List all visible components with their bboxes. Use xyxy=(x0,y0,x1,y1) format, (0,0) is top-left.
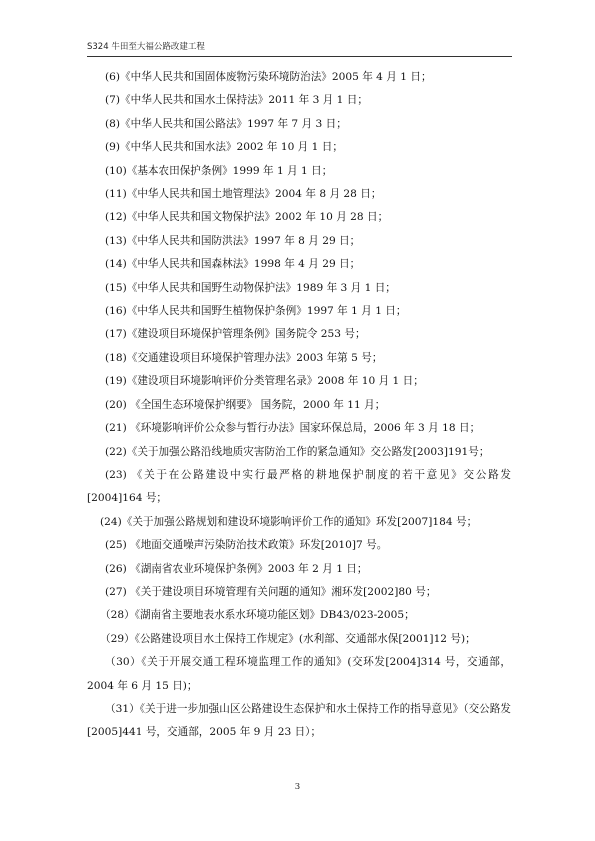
list-item: (25) 《地面交通噪声污染防治技术政策》环发[2010]7 号。 xyxy=(105,539,388,552)
list-item: (18)《交通建设项目环境保护管理办法》2003 年第 5 号； xyxy=(105,351,383,364)
header-divider xyxy=(87,56,512,57)
list-item: (22)《关于加强公路沿线地质灾害防治工作的紧急通知》交公路发[2003]191号； xyxy=(105,445,490,458)
list-item: (17)《建设项目环境保护管理条例》国务院令 253 号； xyxy=(105,328,366,341)
list-item: （29）《公路建设项目水土保持工作规定》(水利部、交通部水保[2001]12 号)； xyxy=(100,632,476,645)
list-item: (12)《中华人民共和国文物保护法》2002 年 10 月 28 日； xyxy=(105,211,389,224)
list-item: (27) 《关于建设项目环境管理有关问题的通知》湘环发[2002]80 号； xyxy=(105,585,437,598)
running-header: S324 牛田至大福公路改建工程 xyxy=(87,42,205,52)
list-item: （31）《关于进一步加强山区公路建设生态保护和水土保持工作的指导意见》（交公路发[2005]441 号，交通部，2005 年 9 月 23 日）； xyxy=(87,702,511,739)
list-item: (8)《中华人民共和国公路法》1997 年 7 月 3 日； xyxy=(105,117,347,130)
list-item: (20) 《全国生态环境保护纲要》 国务院，2000 年 11 月； xyxy=(105,398,386,411)
list-item: （30）《关于开展交通工程环境监理工作的通知》(交环发[2004]314 号，交通部，2004 年 6 月 15 日)； xyxy=(87,656,511,692)
list-item: (23) 《关于在公路建设中实行最严格的耕地保护制度的若干意见》交公路发[2004]164 号； xyxy=(87,468,511,505)
list-item: (21) 《环境影响评价公众参与暂行办法》国家环保总局，2006 年 3 月 18 日； xyxy=(105,422,481,435)
list-item: (19)《建设项目环境影响评价分类管理名录》2008 年 10 月 1 日； xyxy=(105,375,424,388)
list-item: (6)《中华人民共和国固体废物污染环境防治法》2005 年 4 月 1 日； xyxy=(105,71,432,83)
page-number: 3 xyxy=(294,782,301,792)
list-item: (26) 《湖南省农业环境保护条例》2003 年 2 月 1 日； xyxy=(105,562,368,575)
list-item: (9)《中华人民共和国水法》2002 年 10 月 1 日； xyxy=(105,141,343,154)
list-item: (24)《关于加强公路规划和建设环境影响评价工作的通知》环发[2007]184 号； xyxy=(100,515,478,528)
list-item: （28）《湖南省主要地表水系水环境功能区划》DB43/023-2005； xyxy=(100,609,415,622)
list-item: (14)《中华人民共和国森林法》1998 年 4 月 29 日； xyxy=(105,258,361,271)
reference-list xyxy=(87,66,511,745)
list-item: (11)《中华人民共和国土地管理法》2004 年 8 月 28 日； xyxy=(105,188,382,201)
list-item: (7)《中华人民共和国水土保持法》2011 年 3 月 1 日； xyxy=(105,94,368,107)
list-item: (16)《中华人民共和国野生植物保护条例》1997 年 1 月 1 日； xyxy=(105,305,407,318)
list-item: (13)《中华人民共和国防洪法》1997 年 8 月 29 日； xyxy=(105,234,361,247)
list-item: (10)《基本农田保护条例》1999 年 1 月 1 日； xyxy=(105,164,333,177)
list-item: (15)《中华人民共和国野生动物保护法》1989 年 3 月 1 日； xyxy=(105,281,396,294)
